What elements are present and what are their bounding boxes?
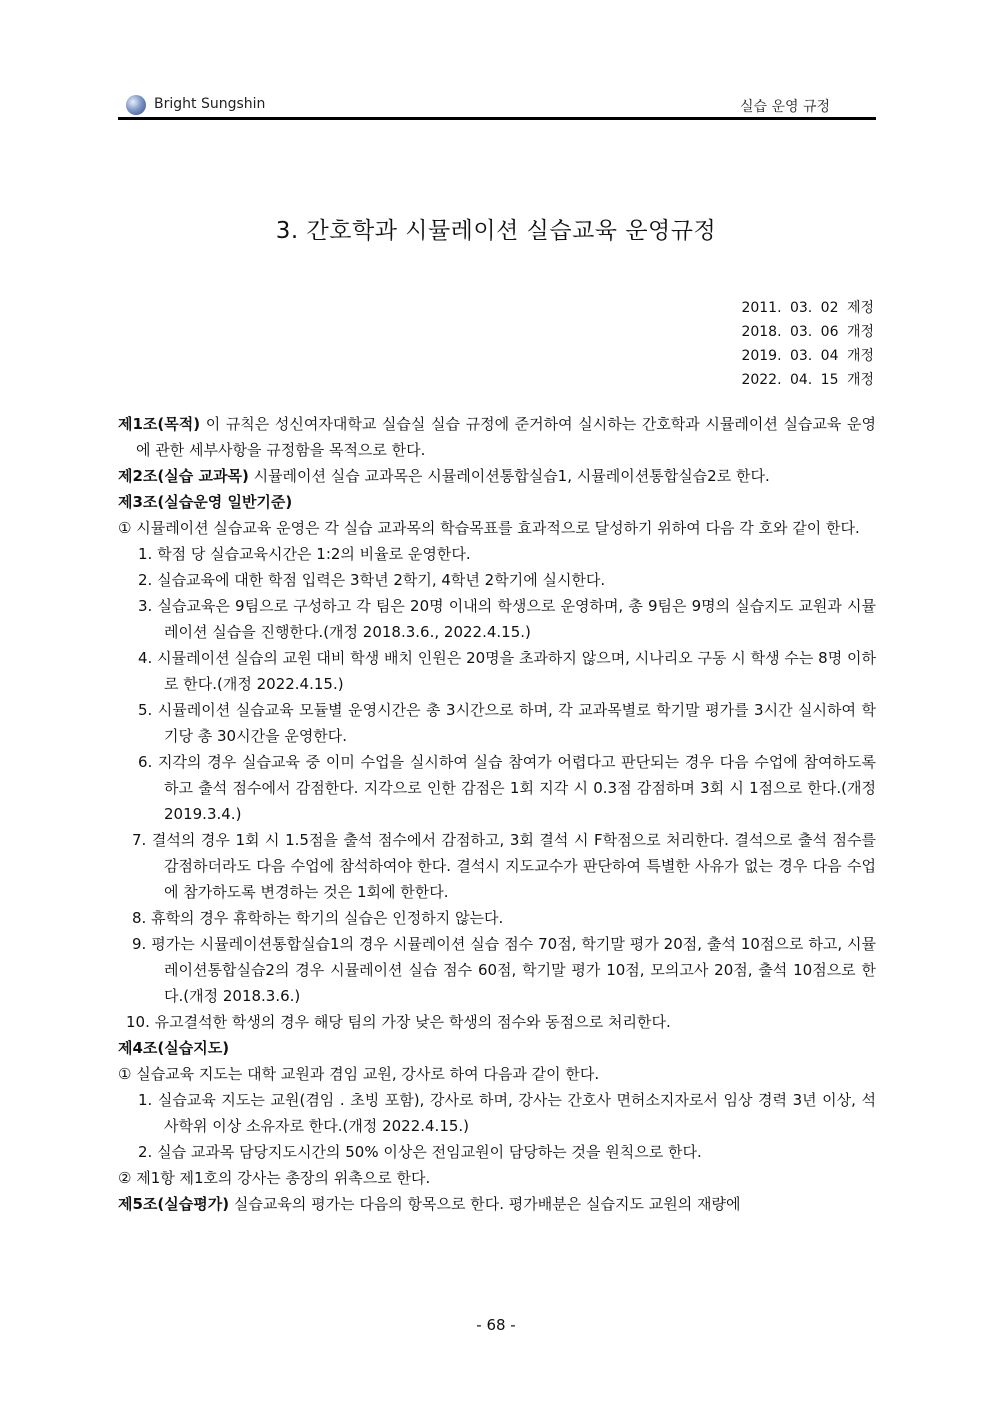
article-text: 실습교육의 평가는 다음의 항목으로 한다. 평가배분은 실습지도 교원의 재량에 (229, 1195, 741, 1213)
article-4 (118, 1035, 876, 1061)
article-text: 시뮬레이션 실습 교과목은 시뮬레이션통합실습1, 시뮬레이션통합실습2로 한다. (248, 467, 770, 485)
document-title: 3. 간호학과 시뮬레이션 실습교육 운영규정 (275, 218, 717, 244)
article-heading: 제3조(실습운영 일반기준) (118, 493, 293, 511)
section-title: 실습 운영 규정 (739, 99, 830, 115)
header-rule (118, 117, 876, 120)
list-item: 3. 실습교육은 9팀으로 구성하고 각 팀은 20명 이내의 학생으로 운영하며, 총 9팀은 9명의 실습지도 교원과 시뮬레이션 실습을 진행한다.(개정 2018.3.6., 2022.4.15.) (138, 597, 876, 641)
list-item: 2. 실습교육에 대한 학점 입력은 3학년 2학기, 4학년 2학기에 실시한다. (138, 571, 606, 589)
list-item: 1. 학점 당 실습교육시간은 1:2의 비율로 운영한다. (138, 545, 471, 563)
list-item: 8. 휴학의 경우 휴학하는 학기의 실습은 인정하지 않는다. (132, 909, 504, 927)
revision-date: 2019. 03. 04 개정 (741, 348, 874, 364)
list-item: 1. 실습교육 지도는 교원(겸임 . 초빙 포함), 강사로 하며, 강사는 간호사 면허소지자로서 임상 경력 3년 이상, 석사학위 이상 소유자로 한다.(개정 2022.4.15.) (138, 1091, 876, 1135)
article-heading: 제1조(목적) (118, 415, 201, 433)
revision-date: 2022. 04. 15 개정 (741, 372, 874, 388)
clause: ① 실습교육 지도는 대학 교원과 겸임 교원, 강사로 하여 다음과 같이 한다. (118, 1065, 600, 1083)
list-item: 7. 결석의 경우 1회 시 1.5점을 출석 점수에서 감점하고, 3회 결석 시 F학점으로 처리한다. 결석으로 출석 점수를 감점하더라도 다음 수업에 참석하여야 한다. 결석시 지도교수가 판단하여 특별한 사유가 없는 경우 다음 수업에 참가하도록 변경하는 것은 1회에 한한다. (132, 831, 876, 901)
article-heading: 제4조(실습지도) (118, 1039, 230, 1057)
list-item: 10. 유고결석한 학생의 경우 해당 팀의 가장 낮은 학생의 점수와 동점으로 처리한다. (126, 1013, 671, 1031)
article-text: 이 규칙은 성신여자대학교 실습실 실습 규정에 준거하여 실시하는 간호학과 시뮬레이션 실습교육 운영에 관한 세부사항을 규정함을 목적으로 한다. (136, 415, 876, 459)
article-heading: 제5조(실습평가) (118, 1195, 230, 1213)
article-heading: 제2조(실습 교과목) (118, 467, 249, 485)
article-1 (118, 411, 876, 463)
list-item: 5. 시뮬레이션 실습교육 모듈별 운영시간은 총 3시간으로 하며, 각 교과목별로 학기말 평가를 3시간 실시하여 학기당 총 30시간을 운영한다. (138, 701, 876, 745)
revision-date: 2018. 03. 06 개정 (741, 324, 874, 340)
list-item: 6. 지각의 경우 실습교육 중 이미 수업을 실시하여 실습 참여가 어렵다고 판단되는 경우 다음 수업에 참여하도록 하고 출석 점수에서 감점한다. 지각으로 인한 감점은 1회 지각 시 0.3점 감점하며 3회 시 1점으로 한다.(개정 2019.3.4.) (138, 753, 876, 823)
article-3 (118, 489, 876, 515)
university-logo-icon (126, 95, 146, 115)
revision-dates (741, 296, 874, 392)
revision-date: 2011. 03. 02 제정 (741, 300, 874, 316)
clause: ② 제1항 제1호의 강사는 총장의 위촉으로 한다. (118, 1169, 431, 1187)
list-item: 2. 실습 교과목 담당지도시간의 50% 이상은 전임교원이 담당하는 것을 원칙으로 한다. (138, 1143, 702, 1161)
list-item: 9. 평가는 시뮬레이션통합실습1의 경우 시뮬레이션 실습 점수 70점, 학기말 평가 20점, 출석 10점으로 하고, 시뮬레이션통합실습2의 경우 시뮬레이션 실습 점수 60점, 학기말 평가 10점, 모의고사 20점, 출석 10점으로 한다.(개정 2018.3.6.) (132, 935, 876, 1005)
article-2 (118, 463, 876, 489)
page-header (118, 92, 876, 118)
document-body (118, 411, 876, 1217)
article-5 (118, 1191, 876, 1217)
clause: ① 시뮬레이션 실습교육 운영은 각 실습 교과목의 학습목표를 효과적으로 달성하기 위하여 다음 각 호와 같이 한다. (118, 519, 860, 537)
list-item: 4. 시뮬레이션 실습의 교원 대비 학생 배치 인원은 20명을 초과하지 않으며, 시나리오 구동 시 학생 수는 8명 이하로 한다.(개정 2022.4.15.) (138, 649, 876, 693)
page-number: - 68 - (476, 1316, 516, 1334)
brand-name: Bright Sungshin (154, 96, 266, 112)
